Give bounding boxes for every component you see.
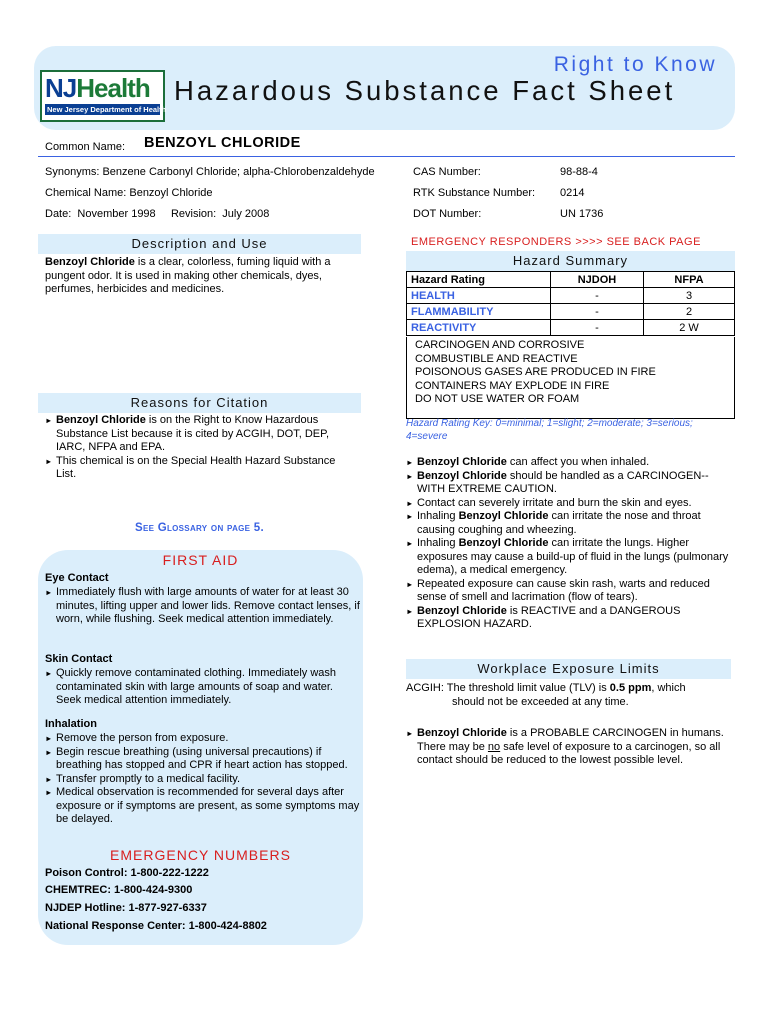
citation-list [45,414,350,482]
list-item: ► Remove the person from exposure. [45,732,360,746]
row-nfpa: 2 [644,304,735,320]
acgih-text: ACGIH: The threshold limit value (TLV) is [406,682,610,694]
effect-text: Contact can severely irritate and burn the skin and eyes. [417,496,692,509]
hazard-table [406,271,735,336]
skin-contact-heading: Skin Contact [45,653,113,665]
carcinogen-text: safe level of exposure to a carcinogen, so all contact should be reduced to the lowest possible level. [417,740,721,766]
page-title: Hazardous Substance Fact Sheet [174,75,676,106]
list-item [406,578,731,605]
hazard-summary-heading: Hazard Summary [406,251,735,271]
citation-text: is on the Right to Know Hazardous Substance List because it is cited by ACGIH, DOT, DEP, IARC, NFPA and EPA. [56,414,330,453]
effect-text: Inhaling [417,510,459,522]
rtk-value: 0214 [560,187,585,199]
common-name-label: Common Name: [45,141,126,153]
chemical-name: Chemical Name: Benzoyl Chloride [45,187,213,199]
description-text [45,256,345,297]
eye-contact-heading: Eye Contact [45,572,109,584]
emergency-responders-note: EMERGENCY RESPONDERS >>>> SEE BACK PAGE [411,236,701,248]
effect-substance: Benzoyl Chloride [417,604,507,617]
logo-subtitle: New Jersey Department of Health [47,105,167,114]
hazard-note: POISONOUS GASES ARE PRODUCED IN FIRE [415,366,656,378]
synonyms: Synonyms: Benzene Carbonyl Chloride; alpha-Chlorobenzaldehyde [45,166,375,178]
row-njdoh: - [551,320,644,336]
hazard-note: CONTAINERS MAY EXPLODE IN FIRE [415,379,610,392]
effect-text: can affect you when inhaled. [506,456,650,468]
list-item: ► Transfer promptly to a medical facility. [45,773,360,787]
table-row [407,320,735,336]
effect-substance: Benzoyl Chloride [417,469,507,482]
acgih-text: should not be exceeded at any time. [452,695,629,708]
inhalation-list [45,732,360,827]
hazard-note: COMBUSTIBLE AND REACTIVE [415,352,578,365]
list-item: ► Begin rescue breathing (using universal precautions) if breathing has stopped and CPR if heart action has stopped. [45,746,360,773]
list-item [406,497,731,511]
list-item [45,455,350,482]
effect-text: can irritate the lungs. Higher exposures may cause a build-up of fluid in the lungs (pulmonary edema), a medical emergency. [417,537,729,576]
rtk-label: RTK Substance Number: [413,187,536,199]
hazard-rating-key: Hazard Rating Key: 0=minimal; 1=slight; 2=moderate; 3=serious; 4=severe [406,418,693,442]
effect-text: can irritate the nose and throat causing coughing and wheezing. [417,510,701,536]
skin-contact-list [45,667,360,708]
table-header [407,272,735,288]
table-row [407,288,735,304]
list-item: ► Immediately flush with large amounts of water for at least 30 minutes, lifting upper and lower lids. Remove contact lenses, if worn, while flushing. Seek medical attention immediately. [45,586,360,627]
acgih-text: , which [651,682,686,694]
description-body: is a clear, colorless, fuming liquid with a pungent odor. It is used in making other chemicals, dyes, perfumes, herbicides and medicines. [45,256,331,295]
row-nfpa: 3 [644,288,735,304]
common-name-row [38,136,735,157]
first-aid-heading: FIRST AID [162,552,239,568]
effect-text: Repeated exposure can cause skin rash, warts and reduced sense of smell and lacrimation (flow of tears). [417,577,710,603]
list-item [406,537,731,578]
date-revision: Date: November 1998 Revision: July 2008 [45,208,270,220]
col-nfpa: NFPA [644,272,735,288]
list-item: ► Quickly remove contaminated clothing. Immediately wash contaminated skin with large amounts of soap and water. Seek medical attention immediately. [45,667,360,708]
col-hazard-rating: Hazard Rating [407,272,551,288]
cas-value: 98-88-4 [560,166,598,178]
list-item [406,456,731,470]
hazard-notes [406,337,735,419]
header-banner [34,46,735,130]
acgih-value: 0.5 ppm [609,682,652,694]
citation-substance: Benzoyl Chloride [56,414,146,426]
hazard-note: CARCINOGEN AND CORROSIVE [415,339,585,351]
dot-label: DOT Number: [413,208,482,220]
glossary-link[interactable]: See Glossary on page 5. [134,522,264,534]
effect-substance: Benzoyl Chloride [417,456,507,468]
emergency-numbers-heading: EMERGENCY NUMBERS [110,847,291,863]
njdep-hotline: NJDEP Hotline: 1-877-927-6337 [45,902,207,914]
chemtrec: CHEMTREC: 1-800-424-9300 [45,884,193,896]
list-item: ► Medical observation is recommended for several days after exposure or if symptoms are present, as some symptoms may be delayed. [45,786,360,827]
citation-heading: Reasons for Citation [38,393,361,413]
exposure-limits-heading: Workplace Exposure Limits [406,659,731,679]
list-item [406,510,731,537]
logo-health: Health [76,73,150,103]
health-effects-list [406,456,731,632]
list-item [406,470,731,497]
citation-text: This chemical is on the Special Health Hazard Substance List. [56,454,336,480]
effect-substance: Benzoyl Chloride [458,510,549,522]
row-label: HEALTH [407,288,551,304]
acgih-limit [406,682,735,709]
hazard-note: DO NOT USE WATER OR FOAM [415,393,580,405]
logo-nj: NJ [45,73,77,103]
row-njdoh: - [551,304,644,320]
col-njdoh: NJDOH [551,272,644,288]
effect-substance: Benzoyl Chloride [458,537,549,549]
inhalation-heading: Inhalation [45,718,97,730]
row-label: FLAMMABILITY [407,304,551,320]
national-response-center: National Response Center: 1-800-424-8802 [45,920,267,932]
effect-text: should be handled as a CARCINOGEN--WITH EXTREME CAUTION. [417,469,709,495]
description-substance: Benzoyl Chloride [45,256,135,268]
row-label: REACTIVITY [407,320,551,336]
effect-text: Inhaling [417,537,459,549]
description-heading: Description and Use [38,234,361,254]
common-name-value: BENZOYL CHLORIDE [144,135,301,151]
nj-health-logo [40,70,165,122]
eye-contact-list [45,586,360,627]
row-njdoh: - [551,288,644,304]
table-row [407,304,735,320]
row-nfpa: 2 W [644,320,735,336]
carcinogen-no: no [487,740,501,753]
list-item [45,414,350,455]
carcinogen-list [406,727,726,768]
list-item [406,605,731,632]
cas-label: CAS Number: [413,166,481,178]
right-to-know-title: Right to Know [553,53,717,76]
carcinogen-substance: Benzoyl Chloride [417,727,507,739]
list-item [406,727,726,768]
carcinogen-text: is a PROBABLE CARCINOGEN in humans. There may be [417,727,724,753]
effect-text: is REACTIVE and a DANGEROUS EXPLOSION HAZARD. [417,604,681,630]
poison-control: Poison Control: 1-800-222-1222 [45,867,209,879]
dot-value: UN 1736 [560,208,604,220]
